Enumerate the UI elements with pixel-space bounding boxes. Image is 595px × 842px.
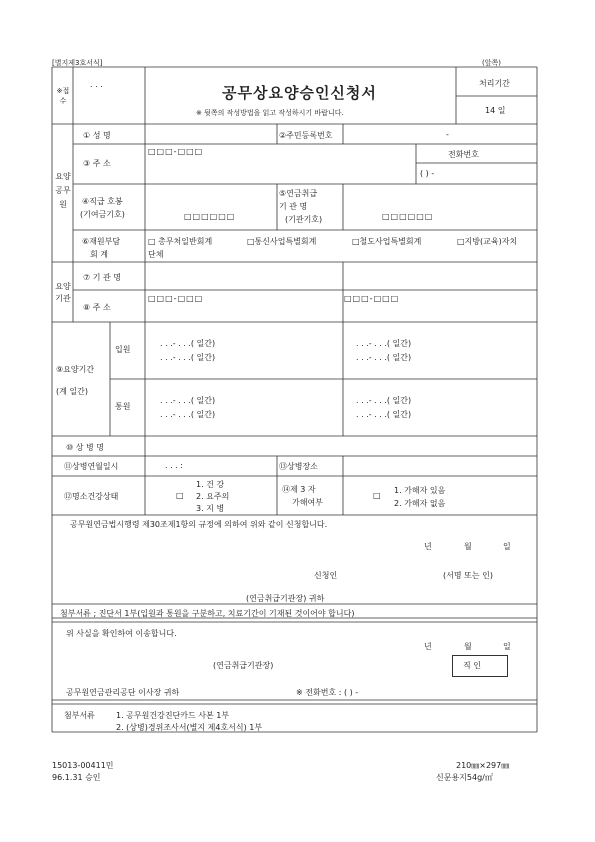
agency-label: ⑤연금취급 xyxy=(279,189,318,198)
outpatient-date-right-2[interactable]: . . .- . . .( 일간) xyxy=(356,410,412,419)
receipt-label: ※접 수 xyxy=(56,87,70,105)
fund-option-local-cont: 단체 xyxy=(148,250,164,259)
agency-code-boxes[interactable]: □□□□□□ xyxy=(382,212,434,221)
third-party-option-yes: 1. 가해자 있음 xyxy=(394,486,446,495)
inpatient-date-right-2[interactable]: . . .- . . .( 일간) xyxy=(356,353,412,362)
health-status-checkbox[interactable]: □ xyxy=(176,491,184,500)
application-day: 일 xyxy=(503,542,511,551)
application-month: 월 xyxy=(464,542,472,551)
phone-label: 전화번호 xyxy=(448,150,479,159)
fund-label: ⑥재원부담 xyxy=(82,237,121,246)
fund-option-general[interactable]: □ 총무처일반회계 xyxy=(148,237,213,246)
third-party-checkbox[interactable]: □ xyxy=(373,491,381,500)
outpatient-date-left-1[interactable]: . . .- . . .( 일간) xyxy=(160,396,216,405)
third-party-option-no: 2. 가해자 없음 xyxy=(394,499,446,508)
fund-option-telecom[interactable]: □통신사업특별회계 xyxy=(247,237,317,246)
injury-place-label: ⑬상병장소 xyxy=(279,462,318,471)
name-label: ① 성 명 xyxy=(83,131,111,140)
official-seal-label: 직 인 xyxy=(463,661,481,670)
attachment-note-1: 첨부서류 ; 진단서 1부(입원과 통원을 구분하고, 치료기간이 기재된 것이어야 합니다) xyxy=(60,609,355,618)
address-postcode-boxes[interactable]: □□□-□□□ xyxy=(148,147,204,156)
processing-period-value: 14 일 xyxy=(485,106,506,115)
agency-code-label: (기관기호) xyxy=(285,215,323,224)
signature-hint: (서명 또는 인) xyxy=(443,571,493,580)
attachment-item-2: 2. (상병)경위조사서(별지 제4호서식) 1부 xyxy=(116,723,263,732)
address-label: ③ 주 소 xyxy=(83,159,111,168)
health-option-healthy: 1. 건 강 xyxy=(196,480,225,489)
health-status-label: ⑫명소건강상태 xyxy=(64,492,119,501)
outpatient-date-left-2[interactable]: . . .- . . .( 일간) xyxy=(160,410,216,419)
disease-name-field[interactable] xyxy=(146,437,536,455)
application-recipient: (연금취급기관장) 귀하 xyxy=(246,594,325,603)
institution-name-label: ⑦ 기 관 명 xyxy=(83,273,121,282)
institution-address-label: ⑧ 주 소 xyxy=(83,303,111,312)
confirm-day: 일 xyxy=(503,642,511,651)
confirm-phone: ※ 전화번호 : ( ) - xyxy=(296,688,359,697)
fund-sub-label: 회 계 xyxy=(90,250,108,259)
agency-name-label: 기 관 명 xyxy=(279,202,308,211)
confirm-statement: 위 사실을 확인하여 이송합니다. xyxy=(66,629,177,638)
confirm-year: 년 xyxy=(424,642,432,651)
health-option-caution: 2. 요주의 xyxy=(196,492,230,501)
institution-postcode-right[interactable]: □□□-□□□ xyxy=(344,294,400,303)
attachment-item-1: 1. 공무원건강진단카드 사본 1부 xyxy=(116,711,230,720)
injury-date-field[interactable]: . . . : xyxy=(165,461,183,470)
application-statement: 공무원연금법시행령 제30조제1항의 규정에 의하여 위와 같이 신청합니다. xyxy=(70,520,328,529)
health-option-chronic: 3. 지 병 xyxy=(196,504,225,513)
receipt-date-dots: . . . xyxy=(90,80,103,89)
inpatient-date-left-2[interactable]: . . .- . . .( 일간) xyxy=(160,353,216,362)
processing-period-label: 처리기간 xyxy=(479,79,510,88)
fund-option-local[interactable]: □지방(교육)자치 xyxy=(457,237,518,246)
paper-type: 신문용지54g/㎡ xyxy=(436,773,493,782)
form-note: ※ 뒷쪽의 작성방법을 읽고 작성하시기 바랍니다. xyxy=(196,109,344,117)
form-code: 15013-00411민 xyxy=(52,761,114,770)
confirm-recipient: 공무원연금관리공단 이사장 귀하 xyxy=(66,688,180,697)
confirm-month: 월 xyxy=(464,642,472,651)
rank-sub-label: (기여금기호) xyxy=(80,210,125,219)
rrn-field[interactable]: - xyxy=(446,130,449,139)
confirm-head-label: (연금취급기관장) xyxy=(213,661,274,670)
approval-date: 96.1.31 승인 xyxy=(52,773,101,782)
inpatient-label: 입원 xyxy=(115,345,131,354)
applicant-group-label: 요양 공무 원 xyxy=(55,172,71,209)
outpatient-date-right-1[interactable]: . . .- . . .( 일간) xyxy=(356,396,412,405)
name-field[interactable] xyxy=(146,125,276,143)
injury-place-field[interactable] xyxy=(344,457,536,475)
third-party-label: ⑭제 3 자 xyxy=(282,485,316,494)
application-year: 년 xyxy=(424,542,432,551)
applicant-signature-label: 신청인 xyxy=(314,571,338,580)
third-party-sub-label: 가해여부 xyxy=(292,498,323,507)
form-number: [별지제3호서식] xyxy=(52,59,103,67)
disease-name-label: ⑩ 상 병 명 xyxy=(66,443,104,452)
paper-size: 210㎜×297㎜ xyxy=(456,761,510,770)
institution-postcode-left[interactable]: □□□-□□□ xyxy=(148,294,204,303)
phone-field[interactable]: ( ) - xyxy=(420,169,435,178)
inpatient-date-left-1[interactable]: . . .- . . .( 일간) xyxy=(160,339,216,348)
page-side-label: (앞쪽) xyxy=(482,59,501,67)
period-days-label: (계 일간) xyxy=(56,387,88,396)
form-title: 공무상요양승인신청서 xyxy=(222,84,377,102)
inpatient-date-right-1[interactable]: . . .- . . .( 일간) xyxy=(356,339,412,348)
outpatient-label: 통원 xyxy=(115,402,131,411)
institution-group-label: 요양 기관 xyxy=(55,282,71,303)
period-label: ⑨요양기간 xyxy=(56,365,95,374)
attachment-label-2: 첨부서류 xyxy=(64,711,95,720)
rrn-label: ②주민등록번호 xyxy=(279,131,333,140)
rank-label: ④직급 호봉 xyxy=(82,197,123,206)
fund-option-railway[interactable]: □철도사업특별회계 xyxy=(352,237,422,246)
injury-date-label: ⑪상병연월일시 xyxy=(64,462,119,471)
rank-code-boxes[interactable]: □□□□□□ xyxy=(184,212,236,221)
